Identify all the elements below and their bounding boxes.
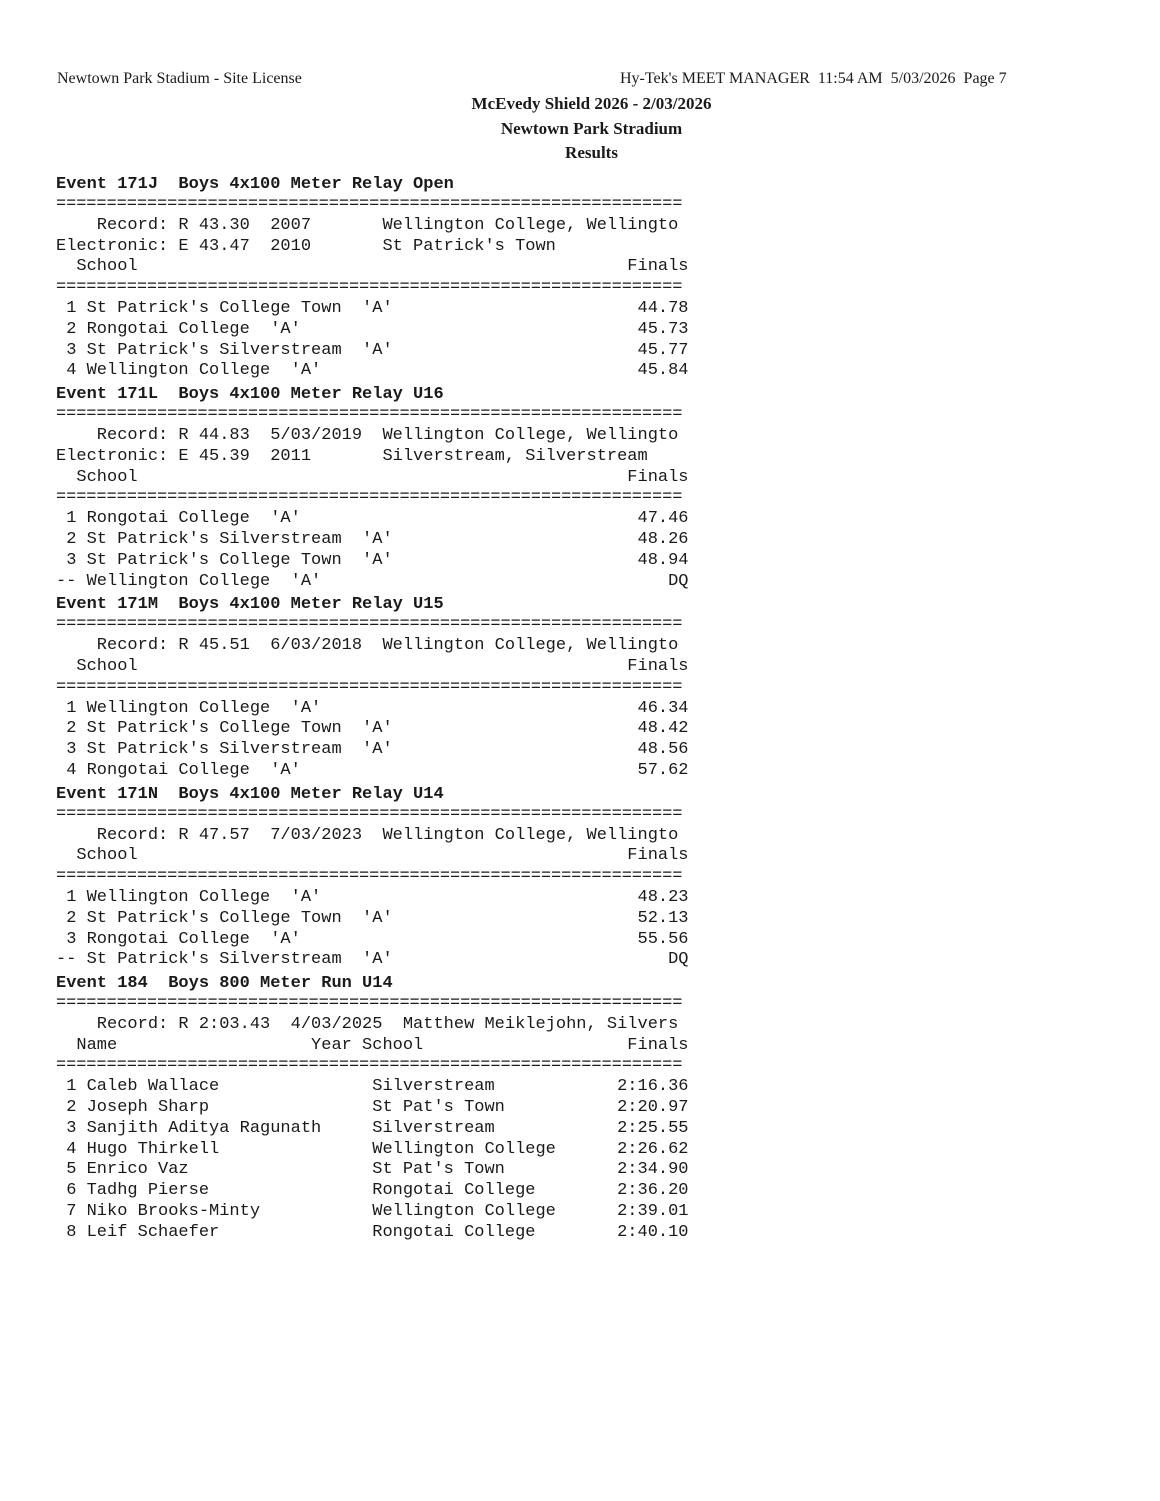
result-row: 4 Wellington College 'A' 45.84 — [56, 361, 689, 381]
venue-title: Newtown Park Stradium — [500, 118, 683, 138]
result-row: 3 Sanjith Aditya Ragunath Silverstream 2:25.55 — [56, 1118, 689, 1138]
event-block — [56, 971, 736, 1244]
event-title: Event 171L Boys 4x100 Meter Relay U16 — [56, 385, 444, 405]
event-block — [56, 592, 736, 781]
result-row: 2 St Patrick's College Town 'A' 52.13 — [56, 908, 689, 928]
record-line: Record: R 43.30 2007 Wellington College, Wellingto — [56, 215, 679, 235]
result-row: 7 Niko Brooks-Minty Wellington College 2:39.01 — [56, 1202, 689, 1222]
column-header: Name Year School Finals — [56, 1035, 689, 1055]
report-titles — [0, 92, 1160, 166]
result-row: 1 Wellington College 'A' 48.23 — [56, 887, 689, 907]
separator-line: ============================================================== — [56, 994, 683, 1014]
event-block — [56, 172, 736, 382]
event-title: Event 171N Boys 4x100 Meter Relay U14 — [56, 784, 444, 804]
result-row: 1 Rongotai College 'A' 47.46 — [56, 509, 689, 529]
result-row: 6 Tadhg Pierse Rongotai College 2:36.20 — [56, 1181, 689, 1201]
result-row: -- St Patrick's Silverstream 'A' DQ — [56, 950, 689, 970]
column-header: School Finals — [56, 257, 689, 277]
column-header: School Finals — [56, 846, 689, 866]
record-line: Record: R 44.83 5/03/2019 Wellington College, Wellingto — [56, 425, 679, 445]
event-title: Event 171M Boys 4x100 Meter Relay U15 — [56, 595, 444, 615]
result-row: 3 St Patrick's Silverstream 'A' 48.56 — [56, 740, 689, 760]
meet-manager-header: Hy-Tek's MEET MANAGER 11:54 AM 5/03/2026 Page 7 — [620, 70, 1007, 87]
event-title: Event 184 Boys 800 Meter Run U14 — [56, 974, 393, 994]
separator-line: ============================================================== — [56, 278, 683, 298]
column-header: School Finals — [56, 656, 689, 676]
record-line: Electronic: E 43.47 2010 St Patrick's Town — [56, 236, 556, 256]
separator-line: ============================================================== — [56, 1056, 683, 1076]
meet-title: McEvedy Shield 2026 - 2/03/2026 — [471, 94, 712, 113]
result-row: 4 Hugo Thirkell Wellington College 2:26.62 — [56, 1139, 689, 1159]
record-line: Record: R 2:03.43 4/03/2025 Matthew Meiklejohn, Silvers — [56, 1014, 679, 1034]
result-row: 3 Rongotai College 'A' 55.56 — [56, 929, 689, 949]
result-row: 1 Wellington College 'A' 46.34 — [56, 698, 689, 718]
section-title: Results — [565, 143, 618, 162]
site-license-header: Newtown Park Stadium - Site License — [57, 70, 302, 87]
event-block — [56, 782, 736, 971]
result-row: 2 Rongotai College 'A' 45.73 — [56, 319, 689, 339]
column-header: School Finals — [56, 467, 689, 487]
result-row: 3 St Patrick's Silverstream 'A' 45.77 — [56, 340, 689, 360]
separator-line: ============================================================== — [56, 804, 683, 824]
record-line: Electronic: E 45.39 2011 Silverstream, Silverstream — [56, 446, 648, 466]
separator-line: ============================================================== — [56, 195, 683, 214]
event-title: Event 171J Boys 4x100 Meter Relay Open — [56, 175, 454, 194]
result-row: 1 Caleb Wallace Silverstream 2:16.36 — [56, 1077, 689, 1097]
result-row: 2 Joseph Sharp St Pat's Town 2:20.97 — [56, 1098, 689, 1118]
result-row: 2 St Patrick's Silverstream 'A' 48.26 — [56, 529, 689, 549]
separator-line: ============================================================== — [56, 488, 683, 508]
result-row: 3 St Patrick's College Town 'A' 48.94 — [56, 550, 689, 570]
separator-line: ============================================================== — [56, 615, 683, 635]
result-row: 2 St Patrick's College Town 'A' 48.42 — [56, 719, 689, 739]
record-line: Record: R 47.57 7/03/2023 Wellington College, Wellingto — [56, 825, 679, 845]
result-row: -- Wellington College 'A' DQ — [56, 571, 689, 591]
results-body — [56, 172, 736, 1244]
separator-line: ============================================================== — [56, 405, 683, 425]
separator-line: ============================================================== — [56, 867, 683, 887]
result-row: 8 Leif Schaefer Rongotai College 2:40.10 — [56, 1222, 689, 1242]
event-block — [56, 382, 736, 592]
result-row: 5 Enrico Vaz St Pat's Town 2:34.90 — [56, 1160, 689, 1180]
record-line: Record: R 45.51 6/03/2018 Wellington College, Wellingto — [56, 636, 679, 656]
result-row: 4 Rongotai College 'A' 57.62 — [56, 760, 689, 780]
separator-line: ============================================================== — [56, 677, 683, 697]
result-row: 1 St Patrick's College Town 'A' 44.78 — [56, 298, 689, 318]
